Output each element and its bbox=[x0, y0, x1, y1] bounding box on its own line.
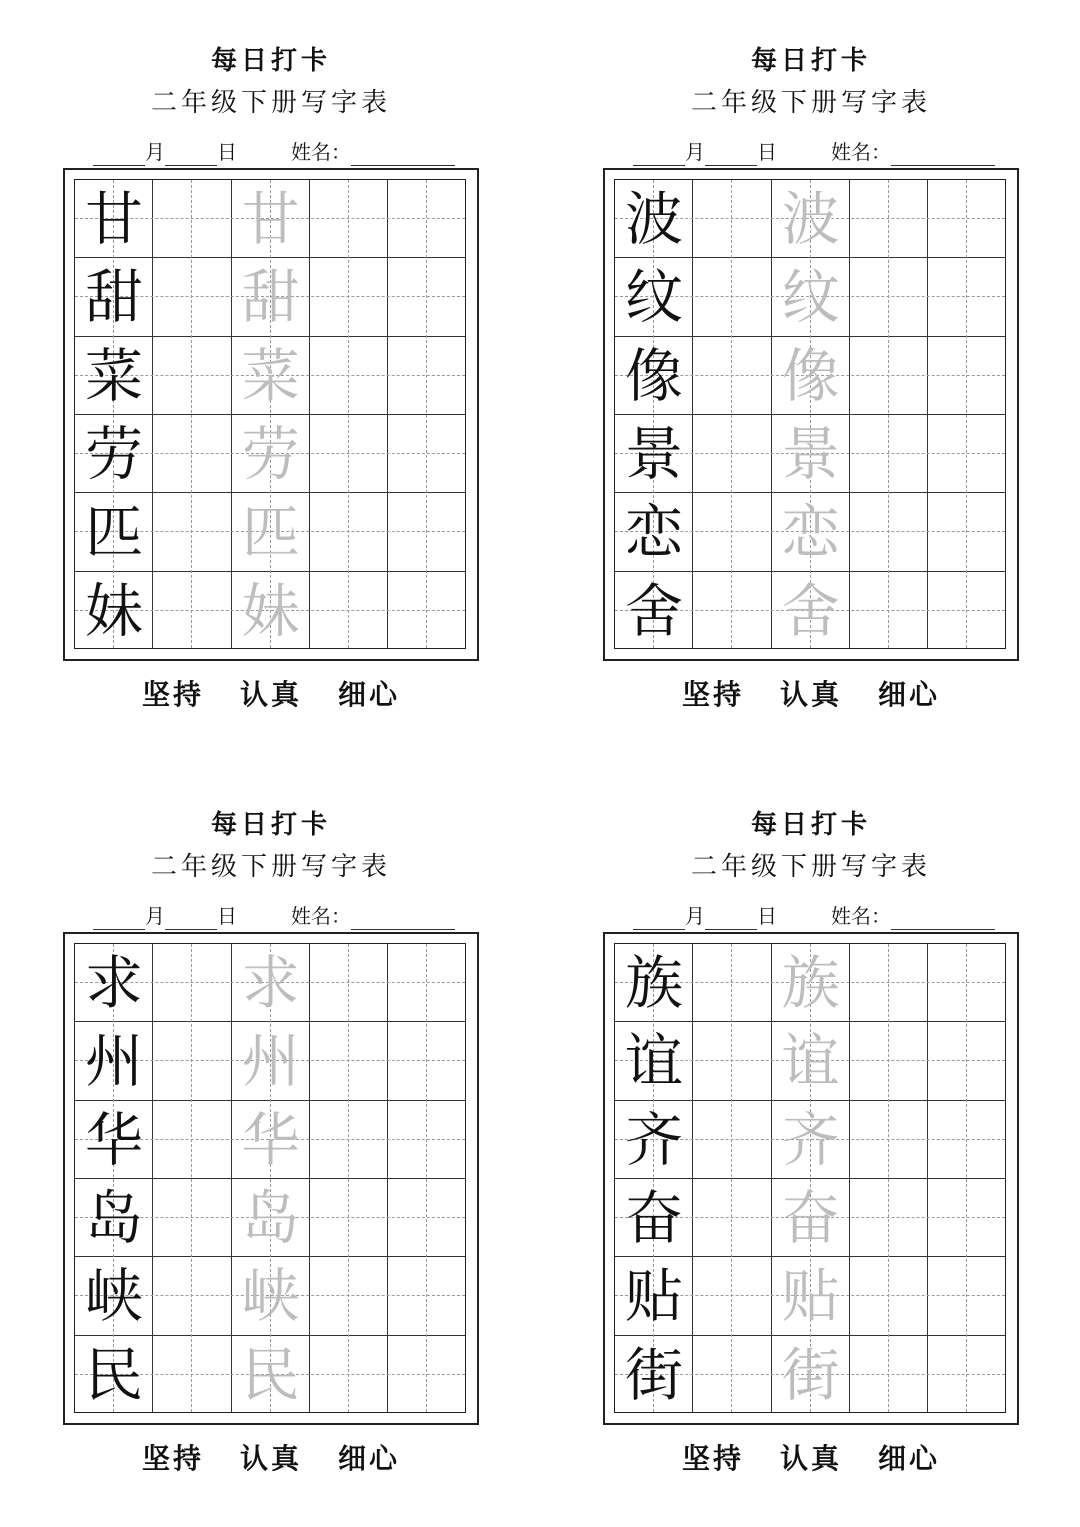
model-character: 甜 bbox=[84, 263, 143, 332]
guide-line-vertical bbox=[966, 944, 967, 1412]
sheet-subtitle: 二年级下册写字表 bbox=[690, 88, 931, 118]
motto-item: 认真 bbox=[779, 678, 842, 711]
practice-sheet bbox=[603, 44, 1019, 724]
writing-grid bbox=[614, 943, 1006, 1413]
guide-line-vertical bbox=[191, 180, 192, 648]
name-blank[interactable] bbox=[891, 145, 995, 166]
trace-character: 岛 bbox=[241, 1183, 300, 1252]
trace-character: 恋 bbox=[781, 498, 840, 567]
model-character: 匹 bbox=[84, 498, 143, 567]
motto-item: 认真 bbox=[779, 1442, 842, 1475]
model-character: 州 bbox=[84, 1027, 143, 1096]
model-character: 华 bbox=[84, 1105, 143, 1174]
model-character: 恋 bbox=[624, 498, 683, 567]
day-label: 日 bbox=[217, 904, 237, 928]
trace-character: 贴 bbox=[781, 1262, 840, 1331]
trace-character: 州 bbox=[241, 1027, 300, 1096]
trace-character: 峡 bbox=[241, 1262, 300, 1331]
guide-line-vertical bbox=[348, 944, 349, 1412]
sheet-title: 每日打卡 bbox=[750, 810, 871, 840]
model-character: 劳 bbox=[84, 419, 143, 488]
trace-character: 菜 bbox=[241, 341, 300, 410]
trace-character: 甘 bbox=[241, 185, 300, 253]
guide-line-vertical bbox=[731, 180, 732, 648]
grid-frame bbox=[603, 168, 1019, 661]
trace-character: 甜 bbox=[241, 263, 300, 332]
sheet-title: 每日打卡 bbox=[750, 46, 871, 76]
trace-character: 求 bbox=[241, 949, 300, 1017]
date-name-line bbox=[633, 902, 1019, 930]
grid-frame bbox=[63, 168, 479, 661]
guide-line-vertical bbox=[888, 180, 889, 648]
day-label: 日 bbox=[217, 140, 237, 164]
date-name-line bbox=[93, 138, 479, 166]
sheet-subtitle: 二年级下册写字表 bbox=[150, 88, 391, 118]
model-character: 景 bbox=[624, 419, 683, 488]
day-blank[interactable] bbox=[165, 909, 217, 930]
name-label: 姓名： bbox=[291, 140, 351, 164]
motto-item: 细心 bbox=[878, 1442, 941, 1475]
trace-character: 民 bbox=[241, 1340, 300, 1409]
guide-line-vertical bbox=[966, 180, 967, 648]
guide-line-vertical bbox=[731, 944, 732, 1412]
motto-item: 认真 bbox=[239, 678, 302, 711]
name-blank[interactable] bbox=[351, 145, 455, 166]
month-label: 月 bbox=[145, 140, 165, 164]
day-label: 日 bbox=[757, 904, 777, 928]
trace-character: 族 bbox=[781, 949, 840, 1017]
day-blank[interactable] bbox=[165, 145, 217, 166]
model-character: 齐 bbox=[624, 1105, 683, 1174]
motto-item: 坚持 bbox=[681, 678, 744, 711]
month-blank[interactable] bbox=[633, 909, 685, 930]
trace-character: 华 bbox=[241, 1105, 300, 1174]
name-label: 姓名： bbox=[831, 904, 891, 928]
date-name-line bbox=[633, 138, 1019, 166]
model-character: 族 bbox=[624, 949, 683, 1017]
model-character: 贴 bbox=[624, 1262, 683, 1331]
model-character: 谊 bbox=[624, 1027, 683, 1096]
trace-character: 纹 bbox=[781, 263, 840, 332]
month-blank[interactable] bbox=[93, 909, 145, 930]
month-label: 月 bbox=[685, 140, 705, 164]
date-name-line bbox=[93, 902, 479, 930]
model-character: 甘 bbox=[84, 185, 143, 253]
motto-item: 细心 bbox=[878, 678, 941, 711]
guide-line-vertical bbox=[348, 180, 349, 648]
practice-sheet bbox=[63, 808, 479, 1488]
model-character: 求 bbox=[84, 949, 143, 1017]
model-character: 波 bbox=[624, 185, 683, 253]
name-label: 姓名： bbox=[831, 140, 891, 164]
model-character: 奋 bbox=[624, 1183, 683, 1252]
guide-line-vertical bbox=[191, 944, 192, 1412]
writing-grid bbox=[74, 943, 466, 1413]
motto-item: 认真 bbox=[239, 1442, 302, 1475]
sheet-subtitle: 二年级下册写字表 bbox=[150, 852, 391, 882]
grid-frame bbox=[603, 932, 1019, 1425]
trace-character: 像 bbox=[781, 341, 840, 410]
trace-character: 景 bbox=[781, 419, 840, 488]
name-label: 姓名： bbox=[291, 904, 351, 928]
trace-character: 妹 bbox=[241, 576, 300, 645]
model-character: 妹 bbox=[84, 576, 143, 645]
motto-item: 细心 bbox=[338, 1442, 401, 1475]
month-blank[interactable] bbox=[633, 145, 685, 166]
motto-line bbox=[63, 1441, 479, 1477]
motto-line bbox=[603, 1441, 1019, 1477]
model-character: 街 bbox=[624, 1340, 683, 1409]
practice-sheet bbox=[63, 44, 479, 724]
motto-item: 坚持 bbox=[141, 678, 204, 711]
sheet-title: 每日打卡 bbox=[210, 46, 331, 76]
month-label: 月 bbox=[145, 904, 165, 928]
motto-line bbox=[603, 677, 1019, 713]
guide-line-vertical bbox=[888, 944, 889, 1412]
motto-item: 坚持 bbox=[681, 1442, 744, 1475]
trace-character: 舍 bbox=[781, 576, 840, 645]
name-blank[interactable] bbox=[351, 909, 455, 930]
name-blank[interactable] bbox=[891, 909, 995, 930]
model-character: 菜 bbox=[84, 341, 143, 410]
trace-character: 街 bbox=[781, 1340, 840, 1409]
sheet-title: 每日打卡 bbox=[210, 810, 331, 840]
month-blank[interactable] bbox=[93, 145, 145, 166]
trace-character: 谊 bbox=[781, 1027, 840, 1096]
writing-grid bbox=[614, 179, 1006, 649]
sheet-subtitle: 二年级下册写字表 bbox=[690, 852, 931, 882]
model-character: 岛 bbox=[84, 1183, 143, 1252]
day-label: 日 bbox=[757, 140, 777, 164]
guide-line-vertical bbox=[426, 180, 427, 648]
writing-grid bbox=[74, 179, 466, 649]
trace-character: 奋 bbox=[781, 1183, 840, 1252]
motto-line bbox=[63, 677, 479, 713]
trace-character: 匹 bbox=[241, 498, 300, 567]
month-label: 月 bbox=[685, 904, 705, 928]
trace-character: 波 bbox=[781, 185, 840, 253]
trace-character: 齐 bbox=[781, 1105, 840, 1174]
guide-line-vertical bbox=[426, 944, 427, 1412]
motto-item: 细心 bbox=[338, 678, 401, 711]
motto-item: 坚持 bbox=[141, 1442, 204, 1475]
practice-sheet bbox=[603, 808, 1019, 1488]
model-character: 民 bbox=[84, 1340, 143, 1409]
model-character: 纹 bbox=[624, 263, 683, 332]
model-character: 像 bbox=[624, 341, 683, 410]
grid-frame bbox=[63, 932, 479, 1425]
day-blank[interactable] bbox=[705, 909, 757, 930]
trace-character: 劳 bbox=[241, 419, 300, 488]
model-character: 舍 bbox=[624, 576, 683, 645]
model-character: 峡 bbox=[84, 1262, 143, 1331]
day-blank[interactable] bbox=[705, 145, 757, 166]
